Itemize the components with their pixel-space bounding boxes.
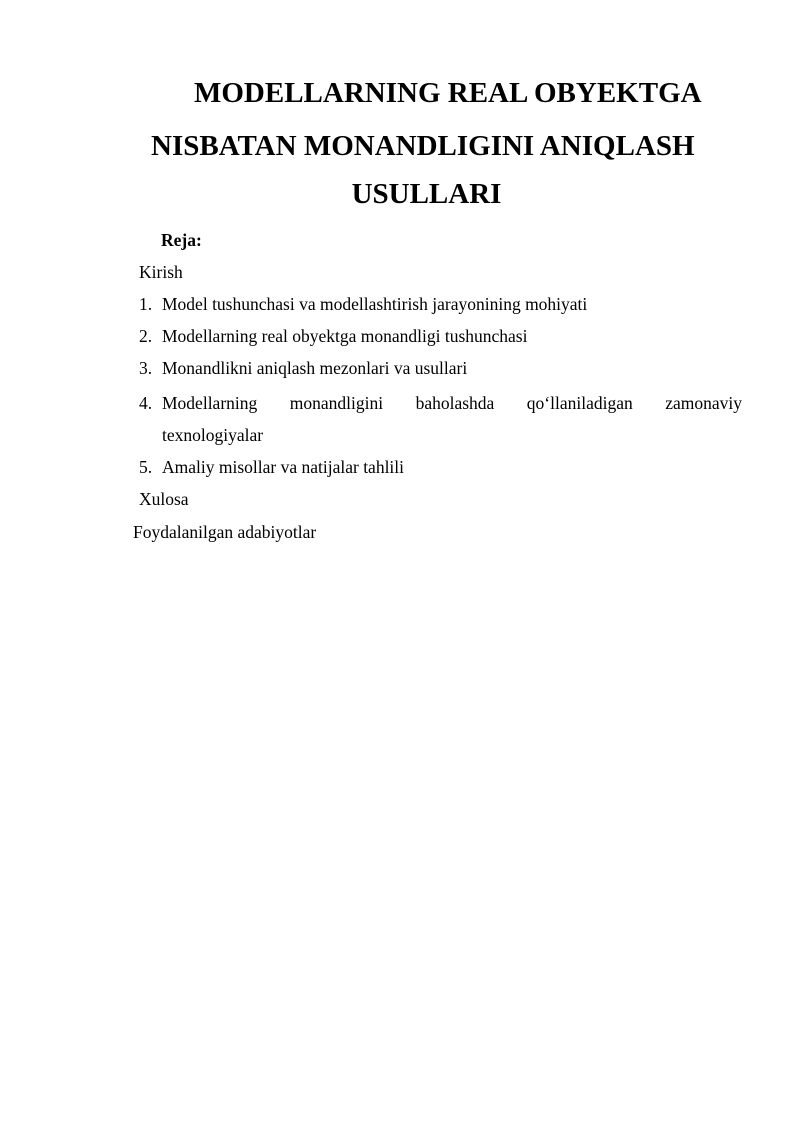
plan-references: Foydalanilgan adabiyotlar [133,522,317,542]
plan-item-text-continuation: texnologiyalar [162,425,264,445]
plan-item-number: 3. [139,358,153,378]
plan-item-text-justified [162,392,742,414]
plan-intro: Kirish [139,262,183,282]
document-title-line-1: MODELLARNING REAL OBYEKTGA [194,77,702,109]
plan-item-number: 2. [139,326,153,346]
plan-item-word: zamonaviy [665,393,742,413]
plan-item-text: Model tushunchasi va modellashtirish jarayonining mohiyati [162,294,588,314]
plan-item-number: 5. [139,457,153,477]
plan-item-text: Amaliy misollar va natijalar tahlili [162,457,405,477]
plan-item-text: Monandlikni aniqlash mezonlari va usullari [162,358,468,378]
plan-item-number: 4. [139,393,153,413]
plan-item-number: 1. [139,294,153,314]
document-title-line-2: NISBATAN MONANDLIGINI ANIQLASH [151,130,695,162]
plan-heading: Reja: [161,230,202,250]
plan-item-word: Modellarning [162,393,258,413]
plan-item-text: Modellarning real obyektga monandligi tushunchasi [162,326,528,346]
plan-item-word: qo‘llaniladigan [526,393,633,413]
plan-conclusion: Xulosa [139,489,189,509]
plan-item-word: monandligini [289,393,384,413]
plan-item-word: baholashda [415,393,495,413]
document-title-line-3: USULLARI [351,178,502,210]
